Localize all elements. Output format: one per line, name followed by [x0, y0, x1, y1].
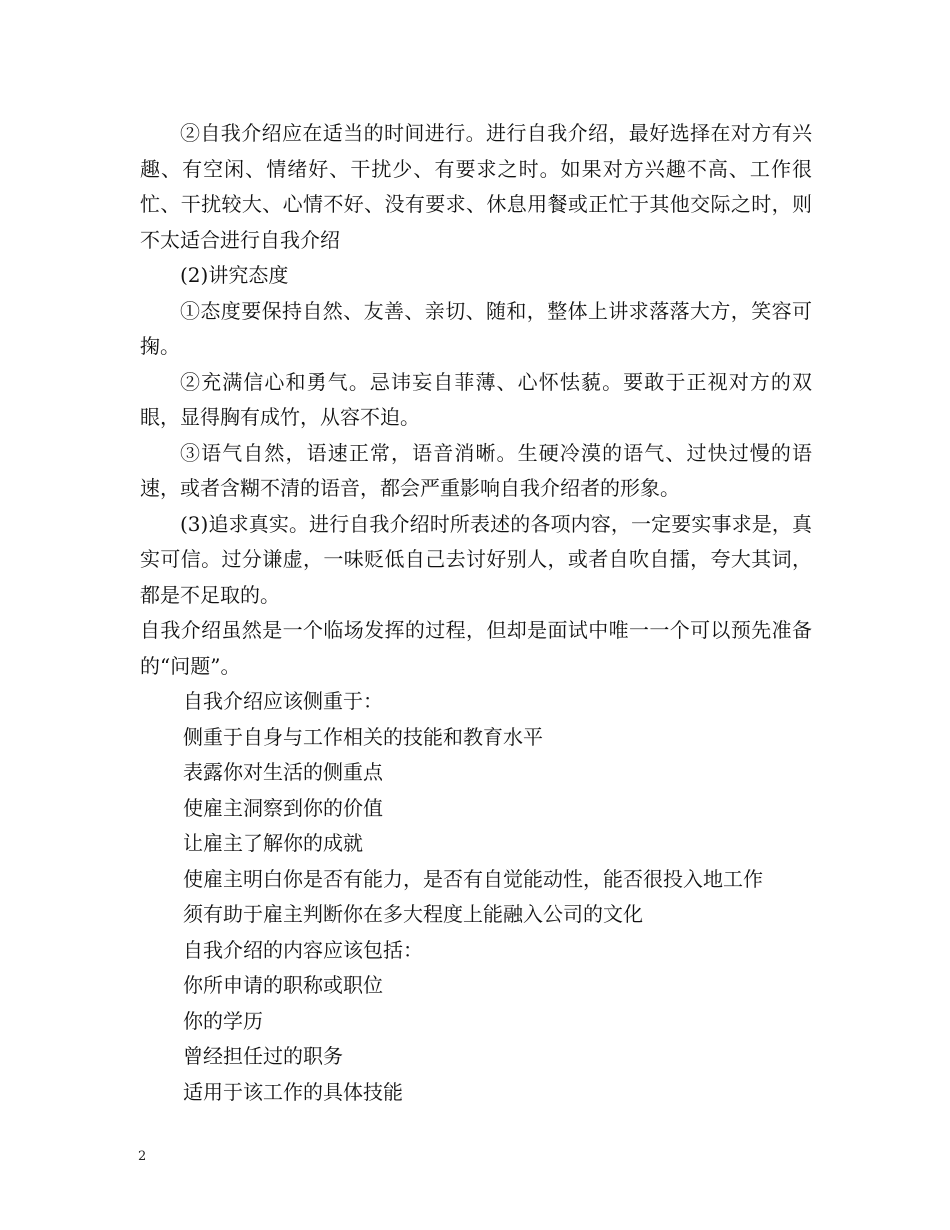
- content-item: 你的学历: [183, 1008, 263, 1033]
- content-item: 适用于该工作的具体技能: [183, 1079, 403, 1104]
- paragraph-interview-prep: 自我介绍虽然是一个临场发挥的过程，但却是面试中唯一一个可以预先准备的“问题”。: [140, 618, 812, 678]
- paragraph-tone: ③语气自然，语速正常，语音消晰。生硬冷漠的语气、过快过慢的语速，或者含糊不清的语音，都会严重影响自我介绍者的形象。: [140, 440, 812, 500]
- page-body: [140, 116, 812, 1110]
- section-heading-attitude: (2)讲究态度: [180, 263, 289, 287]
- content-item: 你所申请的职称或职位: [183, 973, 383, 997]
- content-heading: 自我介绍的内容应该包括：: [183, 937, 423, 962]
- page-number: 2: [138, 1149, 147, 1164]
- paragraph-confidence: ②充满信心和勇气。忌讳妄自菲薄、心怀怯藐。要敢于正视对方的双眼，显得胸有成竹，从容不迫。: [140, 369, 812, 429]
- focus-item: 表露你对生活的侧重点: [183, 760, 383, 784]
- paragraph-truthfulness: (3)追求真实。进行自我介绍时所表述的各项内容，一定要实事求是，真实可信。过分谦虚，一味贬低自己去讨好别人，或者自吹自擂，夸大其词，都是不足取的。: [140, 511, 812, 607]
- paragraph-timing: ②自我介绍应在适当的时间进行。进行自我介绍，最好选择在对方有兴趣、有空闲、情绪好、干扰少、有要求之时。如果对方兴趣不高、工作很忙、干扰较大、心情不好、没有要求、休息用餐或正忙于其他交际之时，则不太适合进行自我介绍: [140, 121, 812, 252]
- focus-item: 须有助于雇主判断你在多大程度上能融入公司的文化: [183, 902, 643, 926]
- focus-item: 使雇主洞察到你的价值: [183, 795, 383, 820]
- focus-item: 侧重于自身与工作相关的技能和教育水平: [183, 724, 543, 749]
- focus-item: 使雇主明白你是否有能力，是否有自觉能动性，能否很投入地工作: [183, 866, 763, 891]
- content-item: 曾经担任过的职务: [183, 1044, 343, 1068]
- paragraph-attitude-natural: ①态度要保持自然、友善、亲切、随和，整体上讲求落落大方，笑容可掬。: [140, 298, 812, 358]
- focus-heading: 自我介绍应该侧重于：: [183, 689, 383, 713]
- focus-item: 让雇主了解你的成就: [183, 831, 363, 855]
